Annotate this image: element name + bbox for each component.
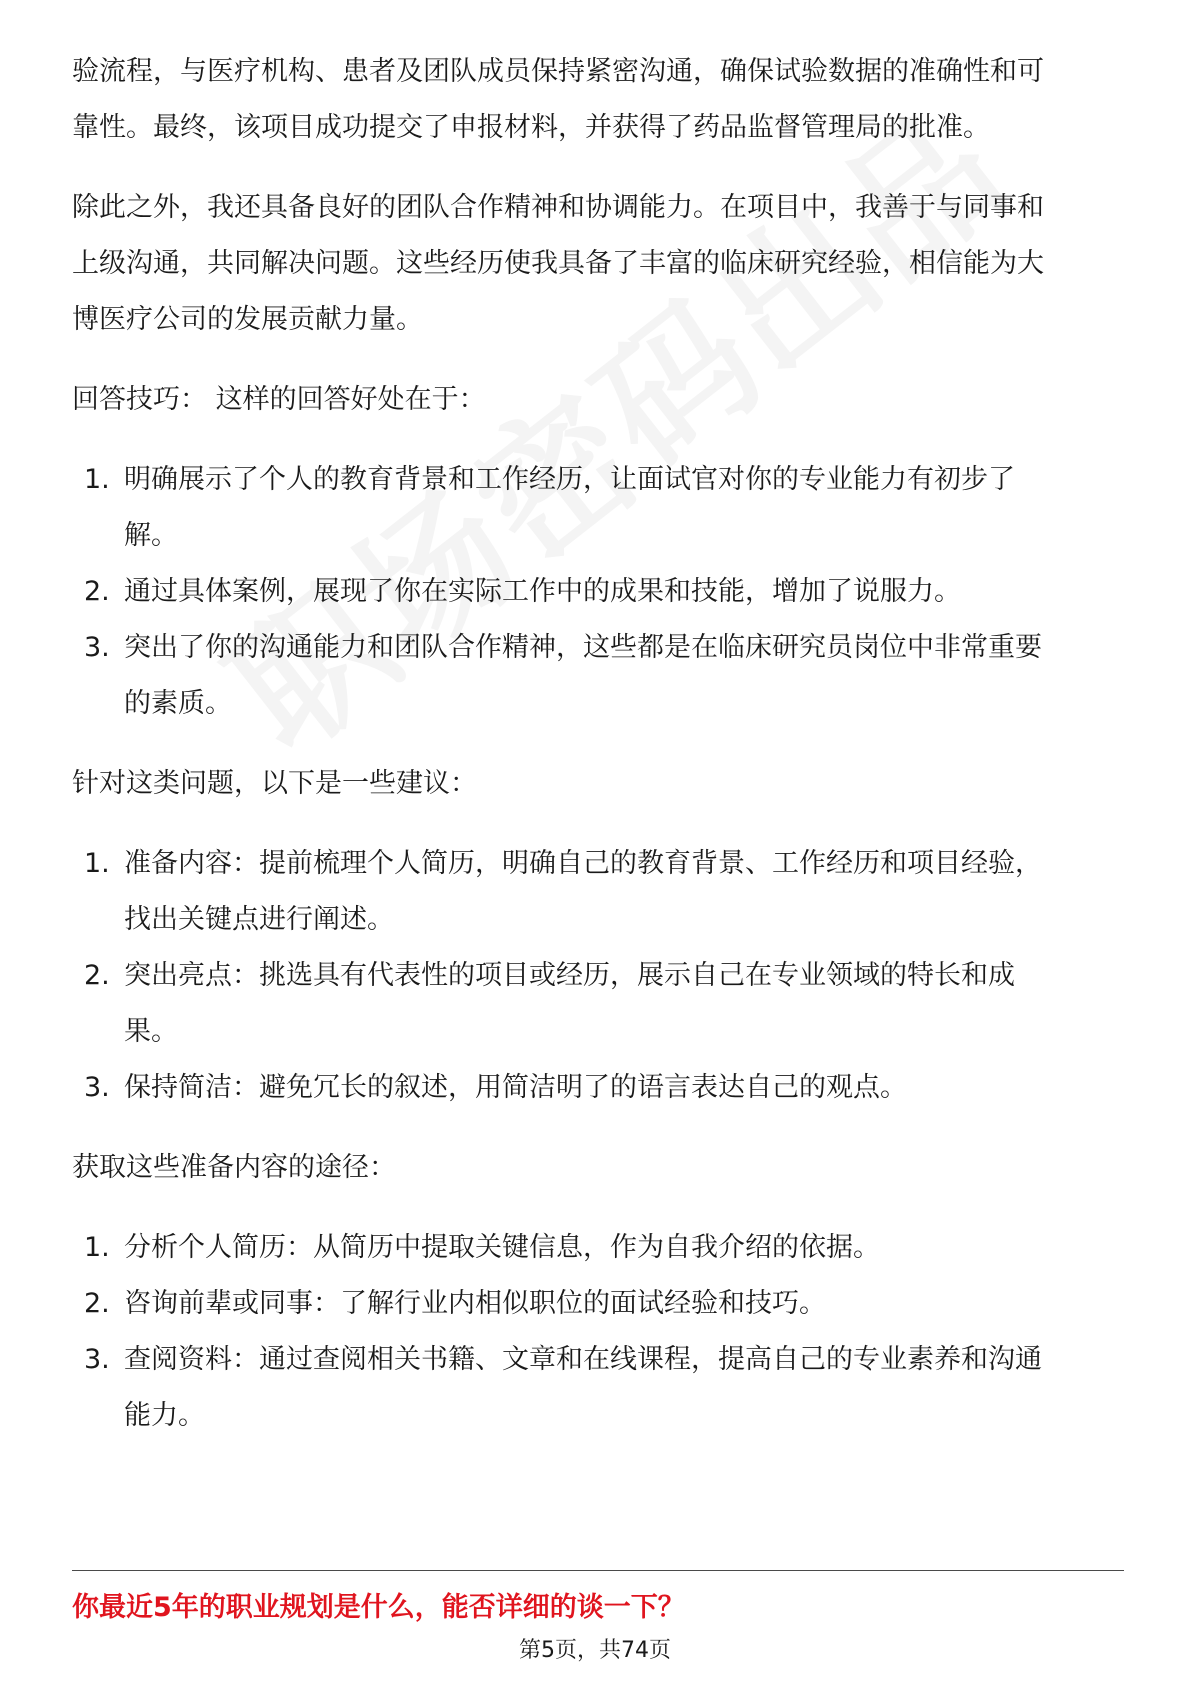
- main-content: [72, 44, 1122, 1444]
- tips-list: [72, 452, 1122, 732]
- text-line: 解。: [124, 520, 178, 551]
- text-line: 除此之外，我还具备良好的团队合作精神和协调能力。在项目中，我善于与同事和: [72, 192, 1044, 223]
- list-number: 3.: [84, 632, 110, 663]
- text-line: 准备内容：提前梳理个人简历，明确自己的教育背景、工作经历和项目经验，: [124, 848, 1042, 879]
- list-number: 2.: [84, 1288, 110, 1319]
- section-divider: [72, 1570, 1124, 1571]
- text-line: 保持简洁：避免冗长的叙述，用简洁明了的语言表达自己的观点。: [124, 1072, 907, 1103]
- text-line: 突出了你的沟通能力和团队合作精神，这些都是在临床研究员岗位中非常重要: [124, 632, 1042, 663]
- text-line: 的素质。: [124, 688, 232, 719]
- text-line: 找出关键点进行阐述。: [124, 904, 394, 935]
- text-line: 果。: [124, 1016, 178, 1047]
- page-number: 第5页，共74页: [519, 1638, 671, 1663]
- list-item: [72, 948, 1122, 1060]
- text-line: 上级沟通，共同解决问题。这些经历使我具备了丰富的临床研究经验，相信能为大: [72, 248, 1044, 279]
- text-line: 能力。: [124, 1400, 205, 1431]
- list-item: [72, 1276, 1122, 1332]
- text-line: 靠性。最终，该项目成功提交了申报材料，并获得了药品监督管理局的批准。: [72, 112, 990, 143]
- paragraph-teamwork: [72, 180, 1122, 348]
- paragraph-continued: [72, 44, 1122, 156]
- list-number: 1.: [84, 1232, 110, 1263]
- text-line: 突出亮点：挑选具有代表性的项目或经历，展示自己在专业领域的特长和成: [124, 960, 1015, 991]
- text-line: 博医疗公司的发展贡献力量。: [72, 304, 423, 335]
- list-number: 3.: [84, 1344, 110, 1375]
- text-line: 查阅资料：通过查阅相关书籍、文章和在线课程，提高自己的专业素养和沟通: [124, 1344, 1042, 1375]
- next-question-heading: 你最近5年的职业规划是什么，能否详细的谈一下？: [72, 1592, 685, 1623]
- list-item: [72, 452, 1122, 564]
- list-number: 3.: [84, 1072, 110, 1103]
- text-line: 明确展示了个人的教育背景和工作经历，让面试官对你的专业能力有初步了: [124, 464, 1015, 495]
- list-item: [72, 1060, 1122, 1116]
- text-line: 咨询前辈或同事：了解行业内相似职位的面试经验和技巧。: [124, 1288, 826, 1319]
- list-number: 2.: [84, 576, 110, 607]
- tips-heading: 回答技巧： 这样的回答好处在于：: [72, 384, 486, 415]
- list-item: [72, 1220, 1122, 1276]
- sources-list: [72, 1220, 1122, 1444]
- list-number: 2.: [84, 960, 110, 991]
- list-item: [72, 620, 1122, 732]
- advice-list: [72, 836, 1122, 1116]
- text-line: 分析个人简历：从简历中提取关键信息，作为自我介绍的依据。: [124, 1232, 880, 1263]
- sources-heading: 获取这些准备内容的途径：: [72, 1152, 396, 1183]
- advice-heading: 针对这类问题，以下是一些建议：: [72, 768, 477, 799]
- list-number: 1.: [84, 848, 110, 879]
- list-item: [72, 564, 1122, 620]
- text-line: 验流程，与医疗机构、患者及团队成员保持紧密沟通，确保试验数据的准确性和可: [72, 56, 1044, 87]
- list-item: [72, 1332, 1122, 1444]
- list-number: 1.: [84, 464, 110, 495]
- list-item: [72, 836, 1122, 948]
- text-line: 通过具体案例，展现了你在实际工作中的成果和技能，增加了说服力。: [124, 576, 961, 607]
